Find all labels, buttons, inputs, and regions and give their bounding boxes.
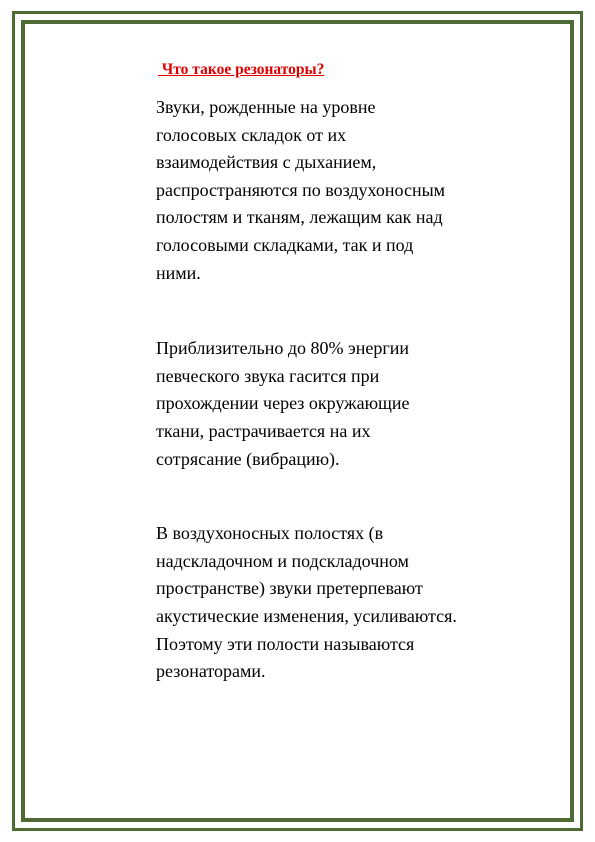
text-line: полостям и тканям, лежащим как над xyxy=(156,207,443,228)
text-line: Приблизительно до 80% энергии xyxy=(156,338,410,359)
text-line: голосовых складок от их xyxy=(156,124,347,145)
text-line: пространстве) звуки претерпевают xyxy=(156,578,423,599)
text-line: надскладочном и подскладочном xyxy=(156,550,409,571)
text-line: сотрясание (вибрацию). xyxy=(156,448,340,469)
text-line: певческого звука гасится при xyxy=(156,365,380,386)
text-line: Поэтому эти полости называются xyxy=(156,633,415,654)
text-line: В воздухоносных полостях (в xyxy=(156,523,384,544)
document-title: Что такое резонаторы? xyxy=(158,61,325,78)
text-line: Звуки, рожденные на уровне xyxy=(156,97,376,117)
text-line: голосовыми складками, так и под xyxy=(156,234,414,255)
document-content xyxy=(156,58,501,686)
paragraph-3 xyxy=(156,520,501,686)
paragraph-2 xyxy=(156,335,501,473)
text-line: прохождении через окружающие xyxy=(156,393,410,414)
paragraph-spacer xyxy=(156,287,501,335)
text-line: взаимодействия с дыханием, xyxy=(156,152,377,173)
text-line: распространяются по воздухоносным xyxy=(156,179,446,200)
text-line: резонаторами. xyxy=(156,661,266,682)
paragraph-spacer xyxy=(156,473,501,520)
text-line: ними. xyxy=(156,262,201,283)
text-line: ткани, растрачивается на их xyxy=(156,420,371,441)
paragraph-1 xyxy=(156,94,501,287)
text-line: акустические изменения, усиливаются. xyxy=(156,605,457,626)
